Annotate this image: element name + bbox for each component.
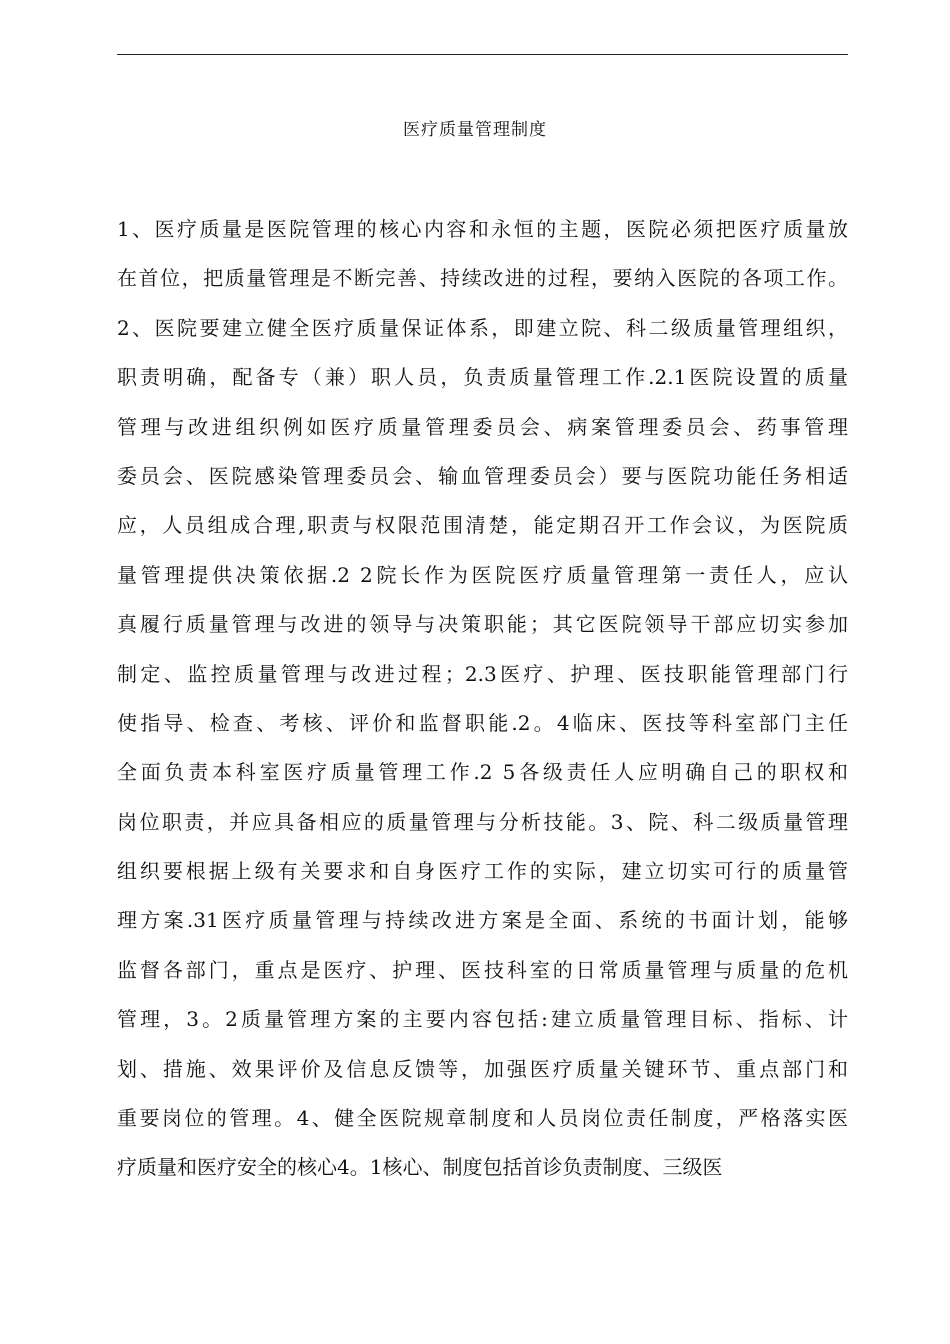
body-line: 1、医疗质量是医院管理的核心内容和永恒的主题，医院必须把医疗质量放 (117, 217, 848, 241)
body-line: 管理，3。2质量管理方案的主要内容包括:建立质量管理目标、指标、计 (117, 1007, 848, 1032)
header-rule (117, 54, 848, 55)
body-line: 疗质量和医疗安全的核心4。1核心、制度包括首诊负责制度、三级医 (117, 1155, 723, 1180)
body-line: 重要岗位的管理。4、健全医院规章制度和人员岗位责任制度，严格落实医 (117, 1106, 848, 1131)
body-line: 使指导、检查、考核、评价和监督职能.2。4临床、医技等科室部门主任 (117, 710, 848, 735)
body-line: 真履行质量管理与改进的领导与决策职能；其它医院领导干部应切实参加 (117, 612, 848, 637)
body-line: 2、医院要建立健全医疗质量保证体系，即建立院、科二级质量管理组织， (117, 315, 848, 340)
body-line: 管理与改进组织例如医疗质量管理委员会、病案管理委员会、药事管理 (117, 414, 848, 439)
body-line: 职责明确，配备专（兼）职人员，负责质量管理工作.2.1医院设置的质量 (117, 365, 848, 390)
body-line: 应，人员组成合理,职责与权限范围清楚，能定期召开工作会议，为医院质 (117, 513, 848, 538)
body-line: 组织要根据上级有关要求和自身医疗工作的实际，建立切实可行的质量管 (117, 859, 848, 884)
body-line: 监督各部门，重点是医疗、护理、医技科室的日常质量管理与质量的危机 (117, 957, 848, 982)
body-line: 在首位，把质量管理是不断完善、持续改进的过程，要纳入医院的各项工作。 (117, 266, 848, 291)
body-line: 委员会、医院感染管理委员会、输血管理委员会）要与医院功能任务相适 (117, 463, 848, 488)
document-body (117, 212, 848, 1200)
body-line: 全面负责本科室医疗质量管理工作.2 5各级责任人应明确自己的职权和 (117, 760, 848, 785)
body-line: 量管理提供决策依据.2 2院长作为医院医疗质量管理第一责任人，应认 (117, 562, 848, 587)
body-line: 划、措施、效果评价及信息反馈等，加强医疗质量关键环节、重点部门和 (117, 1056, 848, 1081)
body-line: 理方案.31医疗质量管理与持续改进方案是全面、系统的书面计划，能够 (117, 908, 848, 933)
body-line: 制定、监控质量管理与改进过程；2.3医疗、护理、医技职能管理部门行 (117, 661, 848, 686)
document-title: 医疗质量管理制度 (403, 120, 547, 140)
body-line: 岗位职责，并应具备相应的质量管理与分析技能。3、院、科二级质量管理 (117, 809, 848, 834)
